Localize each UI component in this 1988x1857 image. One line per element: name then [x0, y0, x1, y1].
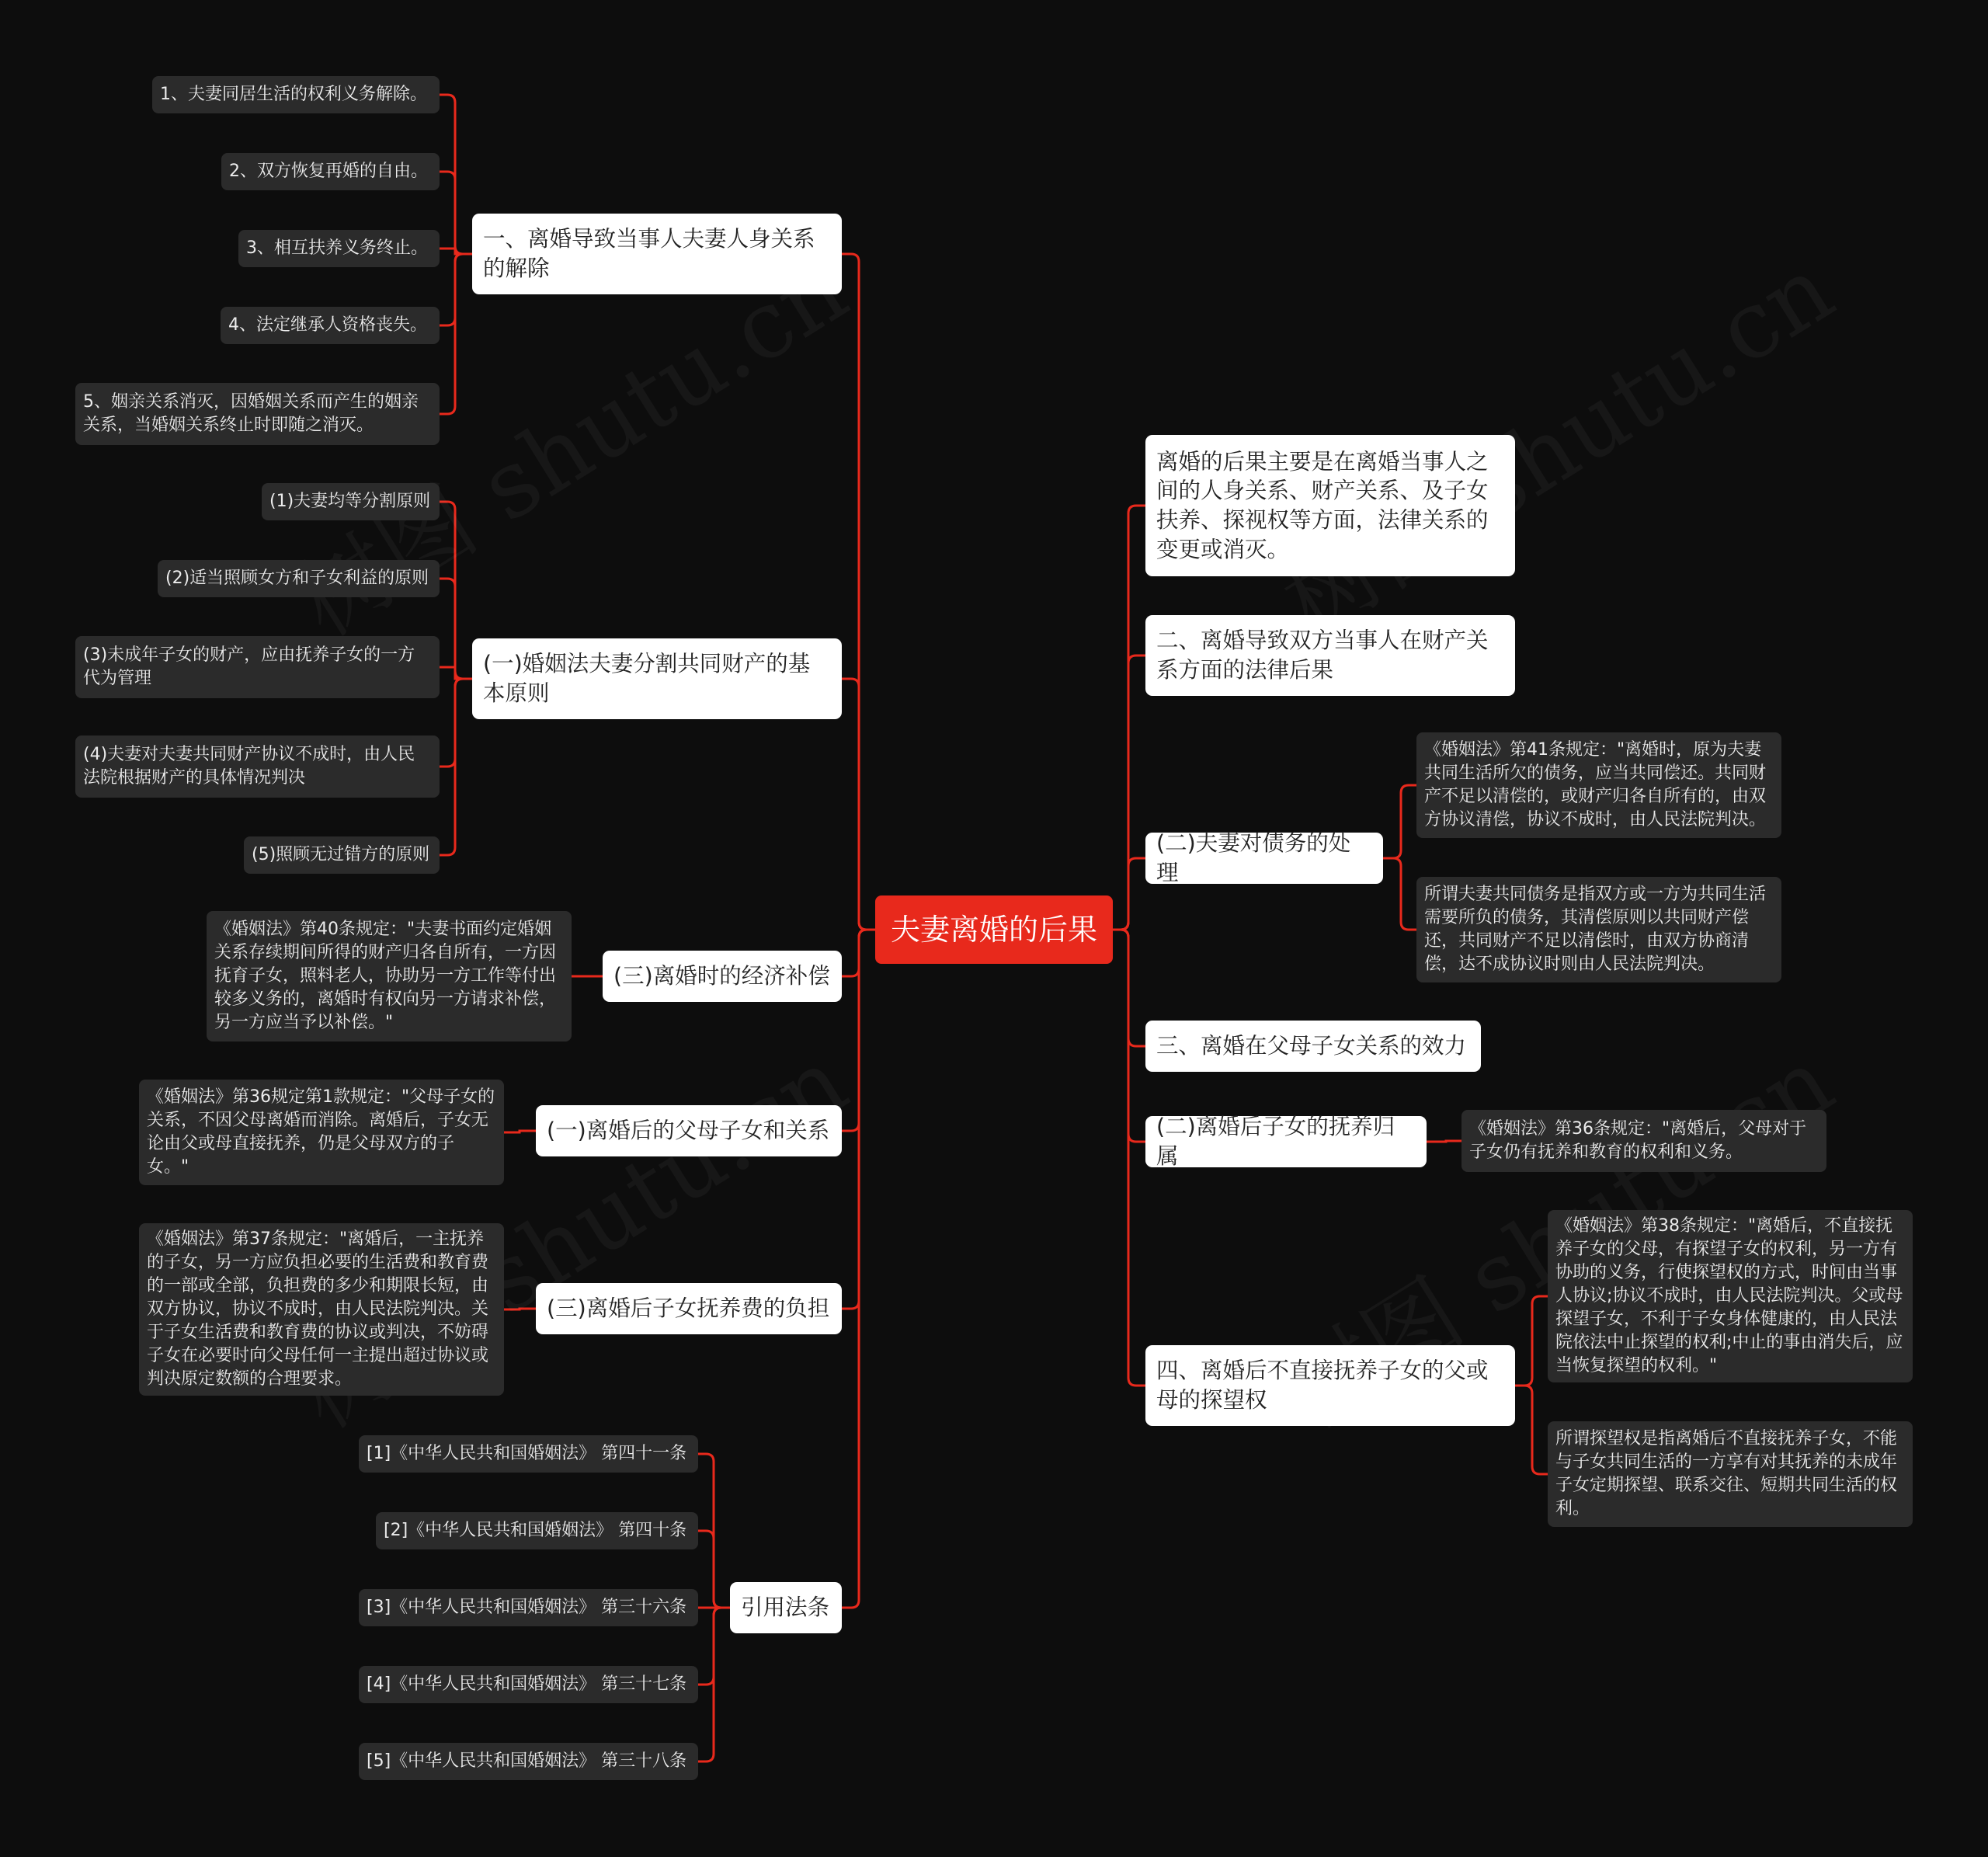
- leaf-cited-3[interactable]: [3]《中华人民共和国婚姻法》 第三十六条: [359, 1589, 698, 1626]
- connector-line: [440, 579, 472, 679]
- leaf-joint-debt-definition[interactable]: 所谓夫妻共同债务是指双方或一方为共同生活需要所负的债务，其清偿原则以共同财产偿还，共同财产不足以清偿时，由双方协商清偿，达不成协议时则由人民法院判决。: [1416, 877, 1781, 982]
- leaf-cited-4[interactable]: [4]《中华人民共和国婚姻法》 第三十七条: [359, 1666, 698, 1703]
- leaf-personal-5[interactable]: 5、姻亲关系消灭，因婚姻关系而产生的姻亲关系，当婚姻关系终止时即随之消灭。: [75, 383, 440, 445]
- leaf-article-36[interactable]: 《婚姻法》第36条规定："离婚后，父母对于子女仍有抚养和教育的权利和义务。: [1461, 1110, 1826, 1172]
- leaf-personal-1[interactable]: 1、夫妻同居生活的权利义务解除。: [152, 76, 440, 113]
- connector-line: [1113, 930, 1145, 1386]
- branch-visitation-rights[interactable]: 四、离婚后不直接抚养子女的父或母的探望权: [1145, 1345, 1515, 1426]
- leaf-article-40[interactable]: 《婚姻法》第40条规定："夫妻书面约定婚姻关系存续期间所得的财产归各自所有，一方因抚育子女，照料老人，协助另一方工作等付出较多义务的，离婚时有权向另一方请求补偿，另一方应当予以补偿。": [207, 911, 572, 1042]
- leaf-article-41[interactable]: 《婚姻法》第41条规定："离婚时，原为夫妻共同生活所欠的债务，应当共同偿还。共同财产不足以清偿的，或财产归各自所有的，由双方协议清偿，协议不成时，由人民法院判决。: [1416, 732, 1781, 838]
- leaf-personal-3[interactable]: 3、相互扶养义务终止。: [238, 230, 440, 267]
- leaf-principle-5[interactable]: (5)照顾无过错方的原则: [244, 836, 440, 874]
- connector-line: [1383, 785, 1416, 858]
- connector-line: [1515, 1386, 1548, 1474]
- connector-line: [698, 1531, 730, 1608]
- branch-parent-child-relationship[interactable]: (一)离婚后的父母子女和关系: [536, 1105, 842, 1156]
- leaf-principle-4[interactable]: (4)夫妻对夫妻共同财产协议不成时，由人民法院根据财产的具体情况判决: [75, 735, 440, 798]
- connector-line: [1113, 858, 1145, 930]
- connector-line: [1427, 1141, 1461, 1142]
- leaf-visitation-definition[interactable]: 所谓探望权是指离婚后不直接抚养子女，不能与子女共同生活的一方享有对其抚养的未成年子女定期探望、联系交往、短期共同生活的权利。: [1548, 1421, 1913, 1527]
- branch-property-principles[interactable]: (一)婚姻法夫妻分割共同财产的基本原则: [472, 638, 842, 719]
- leaf-article-36-1[interactable]: 《婚姻法》第36规定第1款规定："父母子女的关系，不因父母离婚而消除。离婚后，子女无论由父或母直接抚养，仍是父母双方的子女。": [139, 1080, 504, 1185]
- branch-property-consequences[interactable]: 二、离婚导致双方当事人在财产关系方面的法律后果: [1145, 615, 1515, 696]
- leaf-cited-5[interactable]: [5]《中华人民共和国婚姻法》 第三十八条: [359, 1743, 698, 1780]
- connector-line: [504, 1131, 536, 1132]
- branch-cited-laws[interactable]: 引用法条: [730, 1582, 842, 1633]
- leaf-article-38[interactable]: 《婚姻法》第38条规定："离婚后，不直接抚养子女的父母，有探望子女的权利，另一方有协助的义务，行使探望权的方式，时间由当事人协议;协议不成时，由人民法院判决。父或母探望子女，不利于子女身体健康的，由人民法院依法中止探望的权利;中止的事由消失后，应当恢复探望的权利。": [1548, 1210, 1913, 1382]
- connector-line: [440, 254, 472, 414]
- connector-line: [842, 679, 875, 930]
- root-topic[interactable]: 夫妻离婚的后果: [875, 895, 1113, 964]
- branch-child-support[interactable]: (三)离婚后子女抚养费的负担: [536, 1283, 842, 1334]
- leaf-principle-2[interactable]: (2)适当照顾女方和子女利益的原则: [158, 560, 440, 597]
- branch-economic-compensation[interactable]: (三)离婚时的经济补偿: [603, 951, 842, 1002]
- branch-custody[interactable]: (二)离婚后子女的抚养归属: [1145, 1116, 1427, 1167]
- leaf-personal-4[interactable]: 4、法定继承人资格丧失。: [221, 307, 440, 344]
- leaf-principle-3[interactable]: (3)未成年子女的财产，应由抚养子女的一方代为管理: [75, 636, 440, 698]
- connector-line: [440, 172, 472, 254]
- leaf-cited-2[interactable]: [2]《中华人民共和国婚姻法》 第四十条: [376, 1512, 698, 1549]
- branch-debt-handling[interactable]: (二)夫妻对债务的处理: [1145, 833, 1383, 884]
- leaf-cited-1[interactable]: [1]《中华人民共和国婚姻法》 第四十一条: [359, 1435, 698, 1473]
- branch-personal-relationship[interactable]: 一、离婚导致当事人夫妻人身关系的解除: [472, 214, 842, 294]
- leaf-personal-2[interactable]: 2、双方恢复再婚的自由。: [221, 153, 440, 190]
- connector-line: [1515, 1296, 1548, 1386]
- connector-line: [440, 667, 472, 679]
- connector-line: [1383, 858, 1416, 930]
- branch-parent-child-effect[interactable]: 三、离婚在父母子女关系的效力: [1145, 1021, 1481, 1072]
- leaf-principle-1[interactable]: (1)夫妻均等分割原则: [262, 483, 440, 520]
- leaf-article-37[interactable]: 《婚姻法》第37条规定："离婚后，一主抚养的子女，另一方应负担必要的生活费和教育费的一部或全部，负担费的多少和期限长短，由双方协议，协议不成时，由人民法院判决。关于子女生活费和教育费的协议或判决，不妨碍子女在必要时向父母任何一主提出超过协议或判决原定数额的合理要求。: [139, 1223, 504, 1396]
- branch-summary[interactable]: 离婚的后果主要是在离婚当事人之间的人身关系、财产关系、及子女扶养、探视权等方面，法律关系的变更或消灭。: [1145, 435, 1515, 576]
- connector-line: [842, 930, 875, 1608]
